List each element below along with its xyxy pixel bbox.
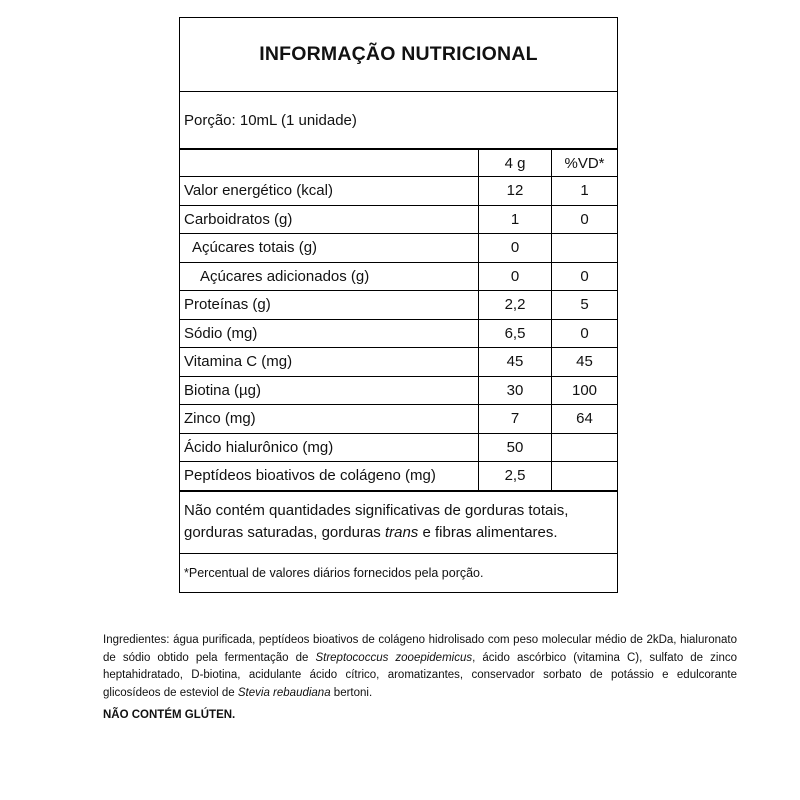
header-vd: %VD* xyxy=(552,150,618,177)
nutrient-name: Valor energético (kcal) xyxy=(180,177,479,206)
nutrient-qty: 6,5 xyxy=(479,319,552,348)
notice-text-end: e fibras alimentares. xyxy=(418,523,558,541)
nutrition-table xyxy=(180,150,617,492)
nutrient-vd: 5 xyxy=(552,291,618,320)
ingredients-species-1: Streptococcus zooepidemicus xyxy=(315,651,473,664)
nutrition-facts-label xyxy=(179,17,618,593)
table-row xyxy=(180,291,617,320)
nutrient-name: Peptídeos bioativos de colágeno (mg) xyxy=(180,462,479,491)
nutrient-qty: 0 xyxy=(479,262,552,291)
table-row xyxy=(180,262,617,291)
ingredients-paragraph xyxy=(103,632,737,702)
nutrient-name: Carboidratos (g) xyxy=(180,205,479,234)
notice-text-italic: trans xyxy=(384,523,419,541)
not-significant-notice xyxy=(180,492,617,554)
nutrient-name: Proteínas (g) xyxy=(180,291,479,320)
notice-text-start: Não contém quantidades significativas de gorduras totais, gorduras saturadas, gorduras xyxy=(184,501,569,541)
table-header-row xyxy=(180,150,617,177)
nutrient-name: Ácido hialurônico (mg) xyxy=(180,433,479,462)
nutrient-qty: 0 xyxy=(479,234,552,263)
table-row xyxy=(180,348,617,377)
ingredients-text-3: bertoni. xyxy=(330,686,373,699)
table-row xyxy=(180,177,617,206)
nutrient-qty: 2,2 xyxy=(479,291,552,320)
nutrient-name: Sódio (mg) xyxy=(180,319,479,348)
portion-size: Porção: 10mL (1 unidade) xyxy=(180,92,617,150)
gluten-notice: NÃO CONTÉM GLÚTEN. xyxy=(103,709,236,721)
table-row xyxy=(180,376,617,405)
nutrient-name: Vitamina C (mg) xyxy=(180,348,479,377)
nutrient-vd: 0 xyxy=(552,262,618,291)
nutrient-vd xyxy=(552,234,618,263)
nutrient-vd: 100 xyxy=(552,376,618,405)
table-row xyxy=(180,234,617,263)
nutrient-vd xyxy=(552,462,618,491)
table-row xyxy=(180,205,617,234)
nutrient-qty: 1 xyxy=(479,205,552,234)
nutrient-name: Açúcares adicionados (g) xyxy=(180,262,479,291)
nutrient-qty: 7 xyxy=(479,405,552,434)
nutrient-vd: 64 xyxy=(552,405,618,434)
nutrient-vd: 0 xyxy=(552,319,618,348)
nutrient-qty: 2,5 xyxy=(479,462,552,491)
nutrient-qty: 50 xyxy=(479,433,552,462)
header-name-cell xyxy=(180,150,479,177)
table-row xyxy=(180,433,617,462)
nutrient-vd: 1 xyxy=(552,177,618,206)
nutrient-name: Açúcares totais (g) xyxy=(180,234,479,263)
nutrient-qty: 12 xyxy=(479,177,552,206)
nutrient-vd: 45 xyxy=(552,348,618,377)
vd-footnote: *Percentual de valores diários fornecidos pela porção. xyxy=(184,565,484,580)
nutrient-qty: 30 xyxy=(479,376,552,405)
nutrient-name: Biotina (µg) xyxy=(180,376,479,405)
table-row xyxy=(180,319,617,348)
header-qty: 4 g xyxy=(479,150,552,177)
label-title: INFORMAÇÃO NUTRICIONAL xyxy=(180,18,617,92)
ingredients-species-2: Stevia rebaudiana xyxy=(237,686,331,699)
table-row xyxy=(180,462,617,491)
nutrient-vd xyxy=(552,433,618,462)
ingredients-text-1: Ingredientes: água purificada, peptídeos bioativos de colágeno hidrolisado com peso molecular médio de 2kDa, hialuronato de sódio obtido pela fermentação de xyxy=(103,634,737,664)
nutrient-vd: 0 xyxy=(552,205,618,234)
table-row xyxy=(180,405,617,434)
nutrient-name: Zinco (mg) xyxy=(180,405,479,434)
ingredients-text-2: , ácido ascórbico (vitamina C), sulfato de zinco heptahidratado, D-biotina, acidulante ácido cítrico, aromatizantes, conservador sorbato de potássio e edulcorante glicosídeos de esteviol de xyxy=(103,651,737,699)
nutrient-qty: 45 xyxy=(479,348,552,377)
